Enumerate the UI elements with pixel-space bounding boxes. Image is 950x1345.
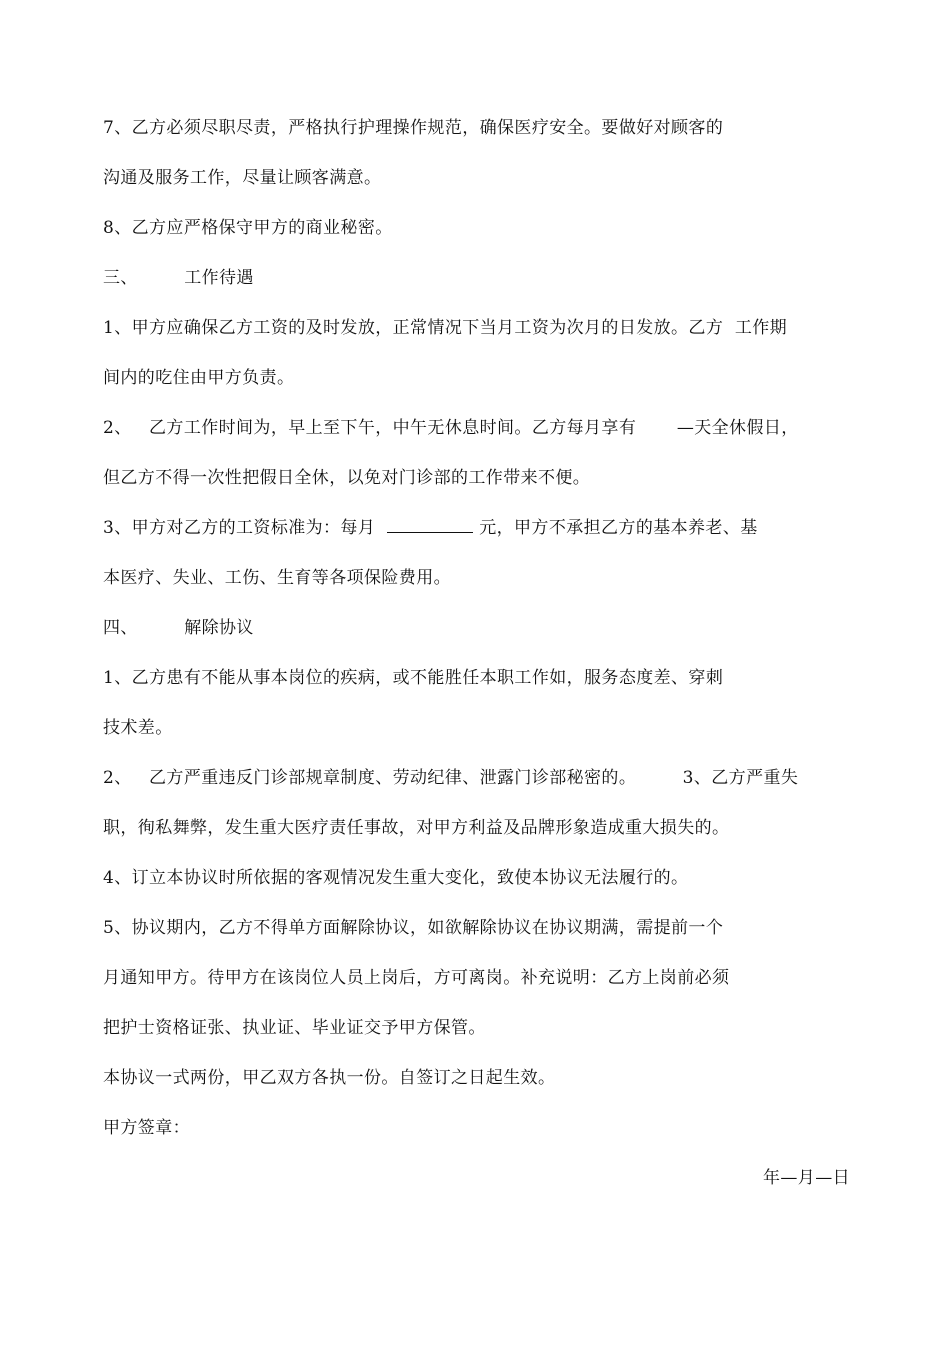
party-a-signature-label: 甲方签章： xyxy=(103,1118,190,1138)
section-4-clause-1-line-1: 1、乙方患有不能从事本岗位的疾病，或不能胜任本职工作如，服务态度差、穿刺 xyxy=(103,668,724,688)
section-4-clause-4: 4、订立本协议时所依据的客观情况发生重大变化，致使本协议无法履行的。 xyxy=(103,868,689,888)
section-4-clause-5-line-3: 把护士资格证张、执业证、毕业证交予甲方保管。 xyxy=(103,1018,486,1038)
section-4-heading: 四、 解除协议 xyxy=(103,618,254,638)
section-3-clause-2-line-2: 但乙方不得一次性把假日全休，以免对门诊部的工作带来不便。 xyxy=(103,468,591,488)
section-3-clause-2-line-1: 2、 乙方工作时间为，早上至下午，中午无休息时间。乙方每月享有 —天全休假日， xyxy=(103,418,799,438)
clause-7-line-1: 7、乙方必须尽职尽责，严格执行护理操作规范，确保医疗安全。要做好对顾客的 xyxy=(103,118,724,138)
section-4-clause-1-line-2: 技术差。 xyxy=(103,718,173,738)
section-3-clause-3-line-1 xyxy=(103,518,758,538)
section-4-clause-5-line-2: 月通知甲方。待甲方在该岗位人员上岗后，方可离岗。补充说明：乙方上岗前必须 xyxy=(103,968,730,988)
clause-7-line-2: 沟通及服务工作，尽量让顾客满意。 xyxy=(103,168,382,188)
agreement-copies-statement: 本协议一式两份，甲乙双方各执一份。自签订之日起生效。 xyxy=(103,1068,556,1088)
section-3-clause-1-line-1: 1、甲方应确保乙方工资的及时发放，正常情况下当月工资为次月的日发放。乙方 工作期 xyxy=(103,318,788,338)
clause-8: 8、乙方应严格保守甲方的商业秘密。 xyxy=(103,218,393,238)
section-4-clause-3-line-2: 职，徇私舞弊，发生重大医疗责任事故，对甲方利益及品牌形象造成重大损失的。 xyxy=(103,818,730,838)
section-3-heading: 三、 工作待遇 xyxy=(103,268,254,288)
salary-blank xyxy=(387,518,473,533)
salary-prefix: 3、甲方对乙方的工资标准为：每月 xyxy=(103,518,376,538)
section-3-clause-1-line-2: 间内的吃住由甲方负责。 xyxy=(103,368,295,388)
section-4-clause-5-line-1: 5、协议期内，乙方不得单方面解除协议，如欲解除协议在协议期满，需提前一个 xyxy=(103,918,724,938)
section-4-clause-2-line-1: 2、 乙方严重违反门诊部规章制度、劳动纪律、泄露门诊部秘密的。 3、乙方严重失 xyxy=(103,768,799,788)
section-3-clause-3-line-2: 本医疗、失业、工伤、生育等各项保险费用。 xyxy=(103,568,451,588)
signature-date: 年—月—日 xyxy=(763,1168,850,1188)
salary-suffix: 元，甲方不承担乙方的基本养老、基 xyxy=(479,518,758,538)
